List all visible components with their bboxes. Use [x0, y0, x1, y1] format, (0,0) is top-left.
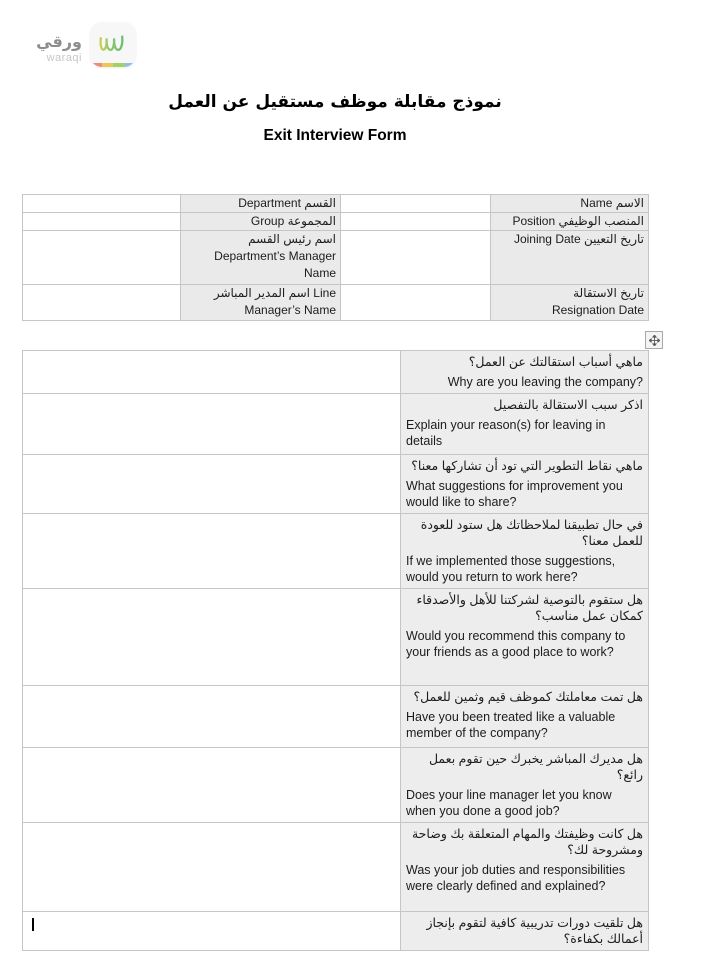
question-row	[23, 589, 649, 686]
stripe-yellow	[102, 63, 114, 67]
question-cell	[401, 589, 649, 686]
info-label-line: Manager’s Name	[244, 303, 336, 317]
table-move-handle-icon[interactable]	[645, 331, 663, 349]
question-cell	[401, 748, 649, 823]
question-text-english: Does your line manager let you know when you done a good job?	[406, 788, 612, 818]
info-input-cell[interactable]	[341, 231, 491, 285]
answer-input-cell[interactable]	[23, 823, 401, 912]
waraqi-app-icon	[90, 22, 136, 67]
info-label-cell	[181, 285, 341, 321]
question-text-arabic: في حال تطبيقنا لملاحظاتك هل ستود للعودة للعمل معنا؟	[420, 518, 643, 548]
question-row	[23, 912, 649, 951]
question-cell	[401, 394, 649, 455]
question-cell	[401, 514, 649, 589]
question-row	[23, 394, 649, 455]
question-row	[23, 514, 649, 589]
info-label-cell	[491, 195, 649, 213]
info-input-cell[interactable]	[23, 213, 181, 231]
info-row	[23, 231, 649, 285]
info-label-cell	[181, 213, 341, 231]
answer-input-cell[interactable]	[23, 394, 401, 455]
info-input-cell[interactable]	[23, 285, 181, 321]
info-row	[23, 213, 649, 231]
info-row	[23, 285, 649, 321]
questions-table-body	[23, 351, 649, 951]
question-cell	[401, 351, 649, 394]
info-label-cell	[491, 285, 649, 321]
question-row	[23, 351, 649, 394]
stripe-blue	[125, 63, 137, 67]
question-row	[23, 748, 649, 823]
info-label-line: اسم المدير المباشر Line	[213, 286, 336, 300]
w-cursive-icon	[96, 32, 130, 58]
answer-input-cell[interactable]	[23, 589, 401, 686]
question-cell	[401, 686, 649, 748]
info-label-line: المجموعة Group	[250, 214, 336, 228]
question-text-arabic: ماهي نقاط التطوير التي تود أن تشاركها معنا؟	[411, 459, 643, 473]
answer-input-cell[interactable]	[23, 748, 401, 823]
info-input-cell[interactable]	[23, 195, 181, 213]
question-text-english: Explain your reason(s) for leaving in details	[406, 418, 606, 448]
info-label-cell	[491, 213, 649, 231]
info-label-line: الاسم Name	[580, 196, 644, 210]
question-row	[23, 686, 649, 748]
info-table-body	[23, 195, 649, 321]
info-label-line: Department’s Manager	[214, 249, 336, 263]
stripe-red	[90, 63, 102, 67]
question-text-arabic: ماهي أسباب استقالتك عن العمل؟	[468, 355, 643, 369]
form-title-english: Exit Interview Form	[263, 127, 407, 144]
answer-input-cell[interactable]	[23, 455, 401, 514]
question-text-english: Have you been treated like a valuable member of the company?	[406, 710, 616, 740]
info-input-cell[interactable]	[23, 231, 181, 285]
question-text-arabic: هل ستقوم بالتوصية لشركتنا للأهل والأصدقاء كمكان عمل مناسب؟	[416, 593, 643, 623]
question-row	[23, 823, 649, 912]
question-text-english: Why are you leaving the company?	[447, 375, 643, 389]
question-text-english: What suggestions for improvement you would like to share?	[406, 479, 623, 509]
question-text-arabic: هل تمت معاملتك كموظف قيم وثمين للعمل؟	[413, 690, 643, 704]
question-text-arabic: هل مديرك المباشر يخبرك حين تقوم بعمل رائع؟	[428, 752, 643, 782]
stripe-green	[113, 63, 125, 67]
employee-info-table	[22, 194, 649, 321]
answer-input-cell[interactable]	[23, 912, 401, 951]
answer-input-cell[interactable]	[23, 351, 401, 394]
question-cell	[401, 455, 649, 514]
info-label-cell	[491, 231, 649, 285]
exit-questions-table	[22, 350, 649, 951]
answer-input-cell[interactable]	[23, 514, 401, 589]
info-label-line: المنصب الوظيفي Position	[512, 214, 644, 228]
answer-input-cell[interactable]	[23, 686, 401, 748]
info-input-cell[interactable]	[341, 285, 491, 321]
question-cell	[401, 912, 649, 951]
info-row	[23, 195, 649, 213]
info-label-line: اسم رئيس القسم	[248, 232, 336, 246]
question-text-arabic: هل كانت وظيفتك والمهام المتعلقة بك وضاحة ومشروحة لك؟	[411, 827, 643, 857]
waraqi-logo	[20, 22, 136, 67]
question-text-english: If we implemented those suggestions, would you return to work here?	[406, 554, 616, 584]
wordmark-latin: waraqi	[46, 52, 82, 64]
info-label-cell	[181, 231, 341, 285]
info-label-line: Resignation Date	[551, 303, 644, 317]
waraqi-wordmark	[20, 22, 82, 64]
icon-rainbow-stripe	[90, 63, 136, 67]
info-input-cell[interactable]	[341, 213, 491, 231]
wordmark-arabic: ورقي	[36, 34, 82, 51]
question-text-english: Was your job duties and responsibilities were clearly defined and explained?	[406, 863, 626, 893]
form-title-arabic: نموذج مقابلة موظف مستقيل عن العمل	[168, 92, 502, 112]
info-label-cell	[181, 195, 341, 213]
info-label-line: القسم Department	[238, 196, 336, 210]
question-cell	[401, 823, 649, 912]
text-cursor	[32, 918, 34, 931]
info-label-line: تاريخ التعيين Joining Date	[513, 232, 644, 246]
info-input-cell[interactable]	[341, 195, 491, 213]
question-text-arabic: اذكر سبب الاستقالة بالتفصيل	[493, 398, 643, 412]
info-label-line: تاريخ الاستقالة	[573, 286, 644, 300]
question-row	[23, 455, 649, 514]
info-label-line: Name	[303, 266, 336, 280]
question-text-arabic: هل تلقيت دورات تدريبية كافية لتقوم بإنجاز أعمالك بكفاءة؟	[426, 916, 643, 946]
question-text-english: Would you recommend this company to your friends as a good place to work?	[406, 629, 626, 659]
